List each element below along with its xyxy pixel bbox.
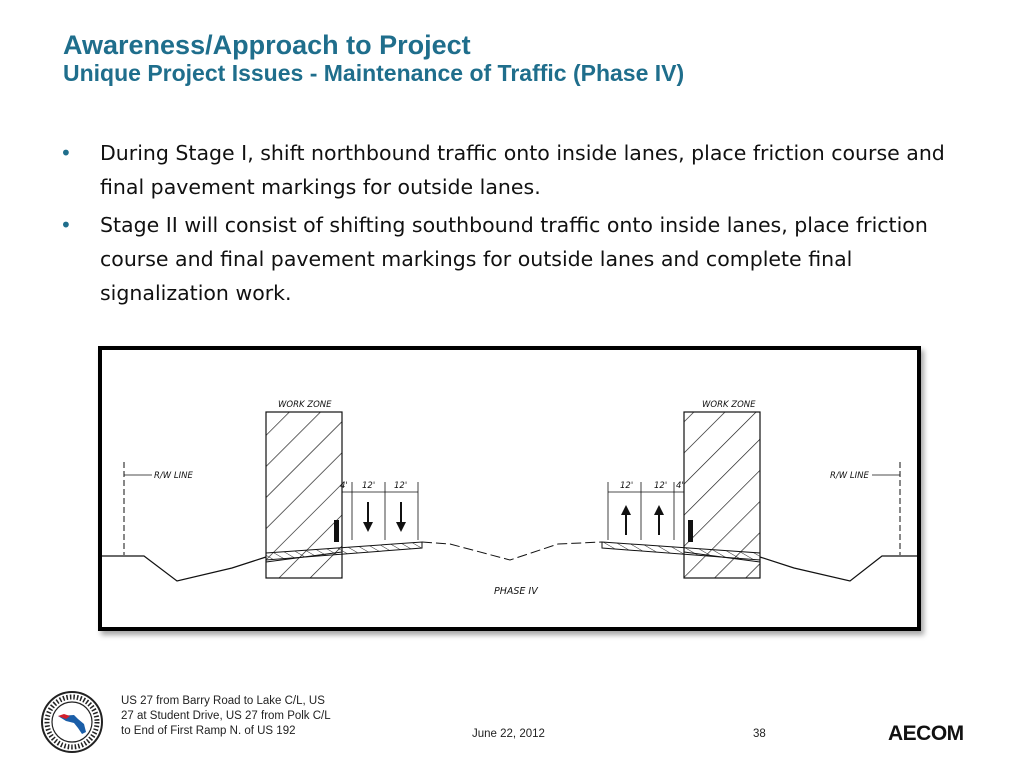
aecom-logo: AECOM [888,722,964,745]
arrow-down-icon [396,502,406,532]
phase-label: PHASE IV [494,586,538,597]
left-work-zone-label: WORK ZONE [278,400,332,410]
florida-seal-icon [40,690,104,754]
page-number: 38 [753,728,766,740]
median-profile [422,542,602,560]
bullet-icon: • [60,141,72,165]
right-dim-2: 12' [654,481,668,491]
left-dim-3: 12' [394,481,408,491]
left-dim-2: 12' [362,481,376,491]
right-work-zone-label: WORK ZONE [702,400,756,410]
right-rw-label: R/W LINE [830,471,869,481]
right-dim-1: 12' [620,481,634,491]
project-description: US 27 from Barry Road to Lake C/L, US 27 at Student Drive, US 27 from Polk C/L to End of First Ramp N. of US 192 [121,695,331,737]
left-ground-profile [102,556,266,581]
right-dim-3: 4' [676,481,684,491]
left-rw-label: R/W LINE [154,471,193,481]
left-dim-1: 4' [340,481,348,491]
arrow-up-icon [654,505,664,535]
left-barrier [334,520,339,542]
title-line-2: Unique Project Issues - Maintenance of Traffic (Phase IV) [63,59,685,86]
bullet-text: During Stage I, shift northbound traffic onto inside lanes, place friction course and final pavement markings for outside lanes. [100,141,945,199]
slide-title [63,31,684,86]
title-line-1: Awareness/Approach to Project [63,30,471,60]
arrow-up-icon [621,505,631,535]
bullet-list [60,136,960,314]
cad-drawing [102,350,917,627]
bullet-icon: • [60,213,72,237]
right-barrier [688,520,693,542]
bullet-text: Stage II will consist of shifting southbound traffic onto inside lanes, place friction course and final pavement markings for outside lanes and complete final signalization work. [100,213,928,305]
presentation-date: June 22, 2012 [472,728,545,740]
bullet-item [60,136,960,204]
bullet-item [60,208,960,310]
arrow-down-icon [363,502,373,532]
typical-section-drawing [98,346,921,631]
right-ground-profile [760,556,917,581]
